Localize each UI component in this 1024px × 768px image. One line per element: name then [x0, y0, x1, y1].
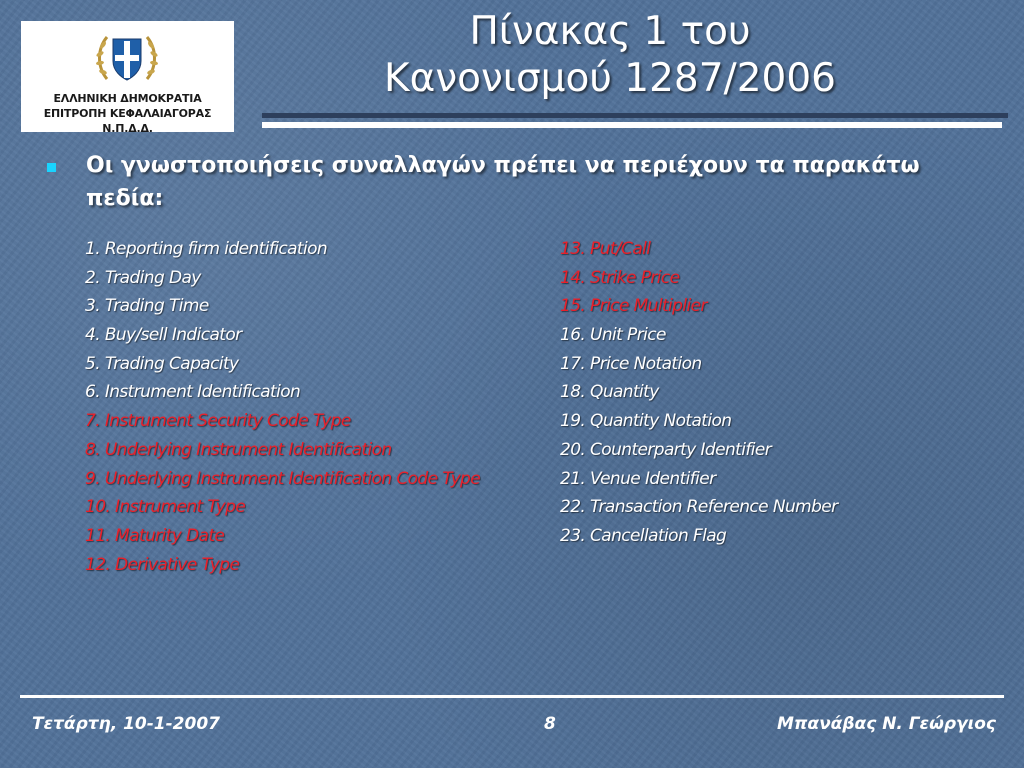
slide-title [300, 8, 920, 102]
field-item: 23. Cancellation Flag [560, 525, 727, 546]
footer-author: Μπανάβας Ν. Γεώργιος [777, 714, 996, 734]
field-item: 16. Unit Price [560, 325, 666, 346]
logo-line-commission: ΕΠΙΤΡΟΠΗ ΚΕΦΑΛΑΙΑΓΟΡΑΣ [43, 107, 212, 120]
logo-line-legal-form: Ν.Π.Δ.Δ. [102, 122, 153, 135]
field-item: 8. Underlying Instrument Identification [85, 439, 392, 460]
title-underline-light [262, 122, 1002, 128]
field-item: 9. Underlying Instrument Identification Code Type [85, 468, 481, 489]
slide-title-line2: Κανονισμού 1287/2006 [384, 56, 836, 101]
field-item: 18. Quantity [560, 382, 659, 403]
field-item: 20. Counterparty Identifier [560, 439, 772, 460]
footer-divider [20, 695, 1004, 698]
field-item: 11. Maturity Date [85, 525, 225, 546]
field-item: 10. Instrument Type [85, 497, 246, 518]
footer-page-number: 8 [544, 714, 556, 734]
intro-text: Οι γνωστοποιήσεις συναλλαγών πρέπει να περιέχουν τα παρακάτω πεδία: [86, 153, 920, 211]
slide-title-line1: Πίνακας 1 του [469, 9, 751, 54]
field-item: 22. Transaction Reference Number [560, 497, 838, 518]
field-item: 14. Strike Price [560, 267, 680, 288]
title-underline-dark [262, 113, 1008, 118]
footer-date: Τετάρτη, 10-1-2007 [32, 714, 220, 734]
field-item: 13. Put/Call [560, 239, 651, 259]
fields-list-left [85, 235, 555, 579]
field-item: 12. Derivative Type [85, 554, 240, 575]
square-bullet-icon [47, 163, 56, 172]
field-item: 17. Price Notation [560, 353, 702, 374]
field-item: 1. Reporting firm identification [85, 239, 328, 259]
field-item: 2. Trading Day [85, 267, 201, 288]
field-item: 21. Venue Identifier [560, 468, 716, 489]
fields-list-right [560, 235, 1000, 551]
field-item: 15. Price Multiplier [560, 296, 707, 317]
field-item: 19. Quantity Notation [560, 411, 732, 432]
logo-line-country: ΕΛΛΗΝΙΚΗ ΔΗΜΟΚΡΑΤΙΑ [53, 92, 202, 105]
field-item: 7. Instrument Security Code Type [85, 411, 351, 432]
field-item: 6. Instrument Identification [85, 382, 301, 403]
greek-coat-of-arms-icon [93, 27, 161, 87]
field-item: 3. Trading Time [85, 296, 209, 317]
field-item: 4. Buy/sell Indicator [85, 325, 242, 346]
organization-logo [21, 21, 234, 135]
field-item: 5. Trading Capacity [85, 353, 239, 374]
